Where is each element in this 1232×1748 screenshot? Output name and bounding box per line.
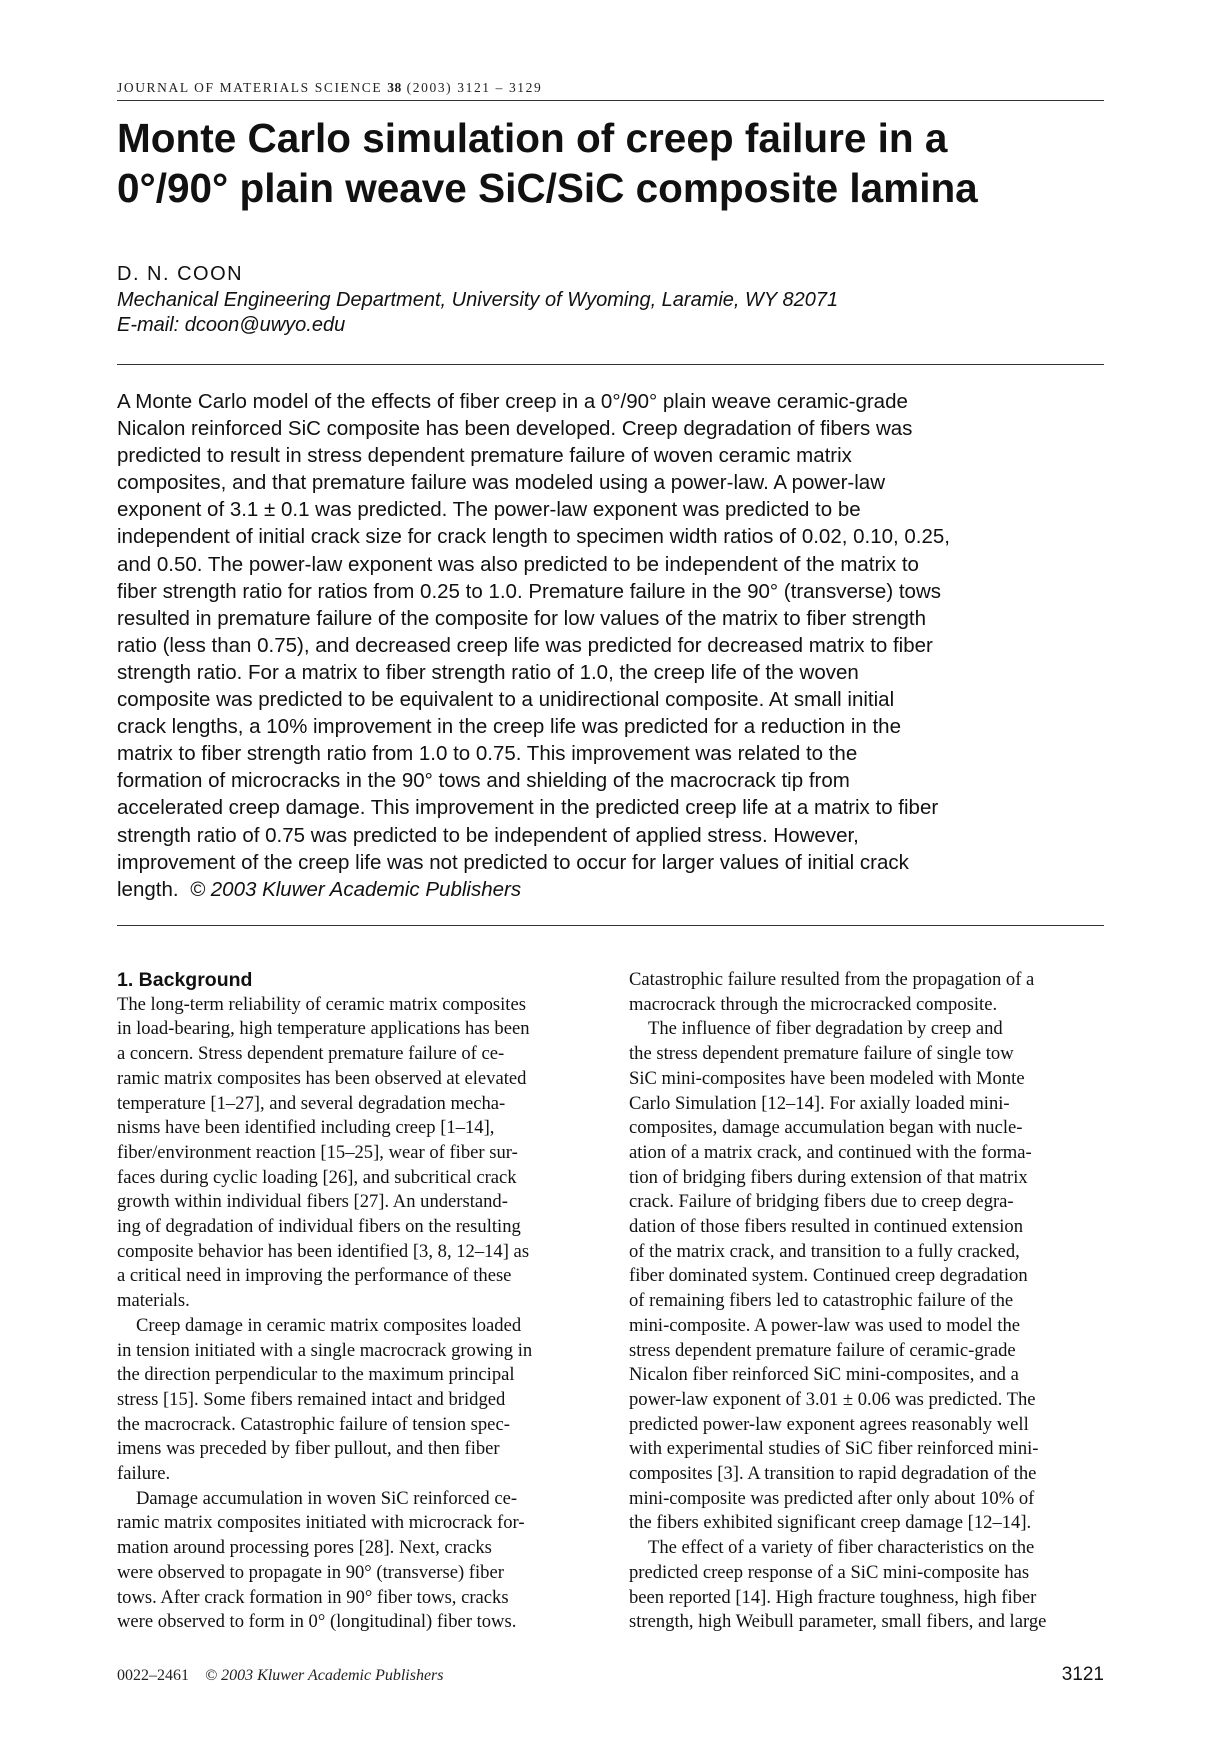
- divider: [117, 364, 1104, 365]
- text-line: The influence of fiber degradation by creep and: [648, 1018, 1003, 1040]
- text-line: matrix to fiber strength ratio from 1.0 to 0.75. This improvement was related to the: [117, 742, 858, 766]
- text-line: fiber/environment reaction [15–25], wear of fiber sur-: [117, 1141, 518, 1163]
- text-line: strength, high Weibull parameter, small fibers, and large: [629, 1611, 1047, 1633]
- text-line: improvement of the creep life was not predicted to occur for larger values of initial crack: [117, 850, 909, 874]
- text-line: imens was preceded by fiber pullout, and then fiber: [117, 1438, 500, 1460]
- text-line: macrocrack through the microcracked composite.: [629, 993, 998, 1015]
- email-line: E-mail: dcoon@uwyo.edu: [117, 314, 346, 336]
- page-number: 3121: [1061, 1664, 1104, 1685]
- text-line: stress dependent premature failure of ceramic-grade: [629, 1339, 1016, 1361]
- text-line: been reported [14]. High fracture toughness, high fiber: [629, 1586, 1037, 1608]
- title-line: 0°/90° plain weave SiC/SiC composite lamina: [117, 165, 978, 211]
- text-line: the fibers exhibited significant creep damage [12–14].: [629, 1512, 1032, 1534]
- text-line: in tension initiated with a single macrocrack growing in: [117, 1339, 533, 1361]
- journal-header: [117, 80, 1104, 101]
- text-line: SiC mini-composites have been modeled with Monte: [629, 1067, 1025, 1089]
- left-column-body: [117, 993, 592, 1635]
- text-line: resulted in premature failure of the composite for low values of the matrix to fiber strength: [117, 606, 926, 630]
- footer-issn: 0022–2461: [117, 1667, 189, 1684]
- text-line: power-law exponent of 3.01 ± 0.06 was predicted. The: [629, 1388, 1036, 1410]
- text-line: of the matrix crack, and transition to a fully cracked,: [629, 1240, 1020, 1262]
- text-line: composites, damage accumulation began with nucle-: [629, 1117, 1023, 1139]
- text-line: Nicalon reinforced SiC composite has been developed. Creep degradation of fibers was: [117, 417, 913, 441]
- text-line: the macrocrack. Catastrophic failure of tension spec-: [117, 1413, 510, 1435]
- text-line: Damage accumulation in woven SiC reinforced ce-: [136, 1487, 518, 1509]
- right-column: [629, 968, 1104, 1635]
- text-line: mini-composite. A power-law was used to model the: [629, 1314, 1021, 1336]
- text-line: accelerated creep damage. This improvement in the predicted creep life at a matrix to fiber: [117, 796, 939, 820]
- section-heading: 1. Background: [117, 969, 253, 991]
- text-line: strength ratio of 0.75 was predicted to be independent of applied stress. However,: [117, 823, 859, 847]
- abstract-last-line: [117, 876, 1112, 903]
- text-line: ation of a matrix crack, and continued with the forma-: [629, 1141, 1032, 1163]
- text-line: A Monte Carlo model of the effects of fiber creep in a 0°/90° plain weave ceramic-grade: [117, 390, 908, 413]
- text-line: dation of those fibers resulted in continued extension: [629, 1216, 1023, 1238]
- affiliation-line: Mechanical Engineering Department, University of Wyoming, Laramie, WY 82071: [117, 289, 839, 311]
- text-line: crack. Failure of bridging fibers due to creep degra-: [629, 1191, 1014, 1213]
- footer-issn-publisher: [117, 1667, 444, 1685]
- author-affiliation: [117, 288, 1107, 338]
- text-line: faces during cyclic loading [26], and subcritical crack: [117, 1166, 517, 1188]
- journal-name: JOURNAL OF MATERIALS SCIENCE: [117, 80, 383, 95]
- text-line: growth within individual fibers [27]. An understand-: [117, 1191, 508, 1213]
- journal-year-pages: (2003) 3121 – 3129: [406, 80, 543, 95]
- text-line: The long-term reliability of ceramic matrix composites: [117, 993, 526, 1015]
- text-line: tows. After crack formation in 90° fiber tows, cracks: [117, 1586, 509, 1608]
- text-line: strength ratio. For a matrix to fiber strength ratio of 1.0, the creep life of the woven: [117, 660, 859, 684]
- text-line: independent of initial crack size for crack length to specimen width ratios of 0.02, 0.10, 0.25,: [117, 525, 950, 549]
- text-line: composite was predicted to be equivalent to a unidirectional composite. At small initial: [117, 688, 895, 712]
- text-line: mation around processing pores [28]. Next, cracks: [117, 1537, 492, 1559]
- text-line: The effect of a variety of fiber characteristics on the: [648, 1537, 1035, 1559]
- text-line: the direction perpendicular to the maximum principal: [117, 1364, 515, 1386]
- text-line: with experimental studies of SiC fiber reinforced mini-: [629, 1438, 1039, 1460]
- text-line: composite behavior has been identified [3, 8, 12–14] as: [117, 1240, 530, 1262]
- text-line: failure.: [117, 1463, 171, 1485]
- text-line: and 0.50. The power-law exponent was also predicted to be independent of the matrix to: [117, 552, 919, 576]
- text-line: exponent of 3.1 ± 0.1 was predicted. The power-law exponent was predicted to be: [117, 498, 861, 522]
- text-line: Nicalon fiber reinforced SiC mini-composites, and a: [629, 1364, 1019, 1386]
- text-line: temperature [1–27], and several degradation mecha-: [117, 1092, 506, 1114]
- right-column-body: [629, 968, 1104, 1635]
- text-line: composites [3]. A transition to rapid degradation of the: [629, 1463, 1037, 1485]
- text-line: the stress dependent premature failure of single tow: [629, 1043, 1014, 1065]
- text-line: Creep damage in ceramic matrix composites loaded: [136, 1314, 522, 1336]
- left-column: [117, 968, 592, 1635]
- text-line: crack lengths, a 10% improvement in the creep life was predicted for a reduction in the: [117, 715, 901, 739]
- text-line: mini-composite was predicted after only about 10% of: [629, 1487, 1035, 1509]
- text-line: Catastrophic failure resulted from the propagation of a: [629, 969, 1035, 990]
- journal-volume: 38: [387, 80, 402, 95]
- text-line: nisms have been identified including creep [1–14],: [117, 1117, 495, 1139]
- text-line: materials.: [117, 1290, 190, 1312]
- text-line: Carlo Simulation [12–14]. For axially loaded mini-: [629, 1092, 1010, 1114]
- footer-publisher: © 2003 Kluwer Academic Publishers: [205, 1667, 444, 1684]
- text-line: of remaining fibers led to catastrophic failure of the: [629, 1290, 1014, 1312]
- text-line: stress [15]. Some fibers remained intact and bridged: [117, 1388, 506, 1410]
- text-line: fiber dominated system. Continued creep degradation: [629, 1265, 1028, 1287]
- text-line: a critical need in improving the performance of these: [117, 1265, 512, 1287]
- text-line: composites, and that premature failure was modeled using a power-law. A power-law: [117, 471, 886, 495]
- text-line: a concern. Stress dependent premature failure of ce-: [117, 1043, 505, 1065]
- text-line: formation of microcracks in the 90° tows and shielding of the macrocrack tip from: [117, 769, 850, 793]
- text-line: predicted creep response of a SiC mini-composite has: [629, 1561, 1030, 1583]
- abstract-last-text: length.: [117, 877, 179, 901]
- divider: [117, 925, 1104, 926]
- text-line: ratio (less than 0.75), and decreased creep life was predicted for decreased matrix to fiber: [117, 633, 933, 657]
- text-line: ramic matrix composites initiated with microcrack for-: [117, 1512, 525, 1534]
- abstract-copyright: © 2003 Kluwer Academic Publishers: [189, 877, 522, 901]
- author-name: D. N. COON: [117, 263, 244, 285]
- abstract: [117, 388, 1112, 903]
- text-line: were observed to propagate in 90° (transverse) fiber: [117, 1561, 504, 1583]
- abstract-body: [117, 388, 1112, 876]
- title-line: Monte Carlo simulation of creep failure in a: [117, 115, 948, 161]
- text-line: fiber strength ratio for ratios from 0.25 to 1.0. Premature failure in the 90° (transverse) tows: [117, 579, 942, 603]
- paper-title: [117, 113, 1117, 213]
- text-line: were observed to form in 0° (longitudinal) fiber tows.: [117, 1611, 517, 1633]
- text-line: ramic matrix composites has been observed at elevated: [117, 1067, 527, 1089]
- text-line: tion of bridging fibers during extension of that matrix: [629, 1166, 1028, 1188]
- text-line: ing of degradation of individual fibers on the resulting: [117, 1216, 521, 1238]
- text-line: in load-bearing, high temperature applications has been: [117, 1018, 530, 1040]
- text-line: predicted to result in stress dependent premature failure of woven ceramic matrix: [117, 444, 852, 468]
- text-line: predicted power-law exponent agrees reasonably well: [629, 1413, 1029, 1435]
